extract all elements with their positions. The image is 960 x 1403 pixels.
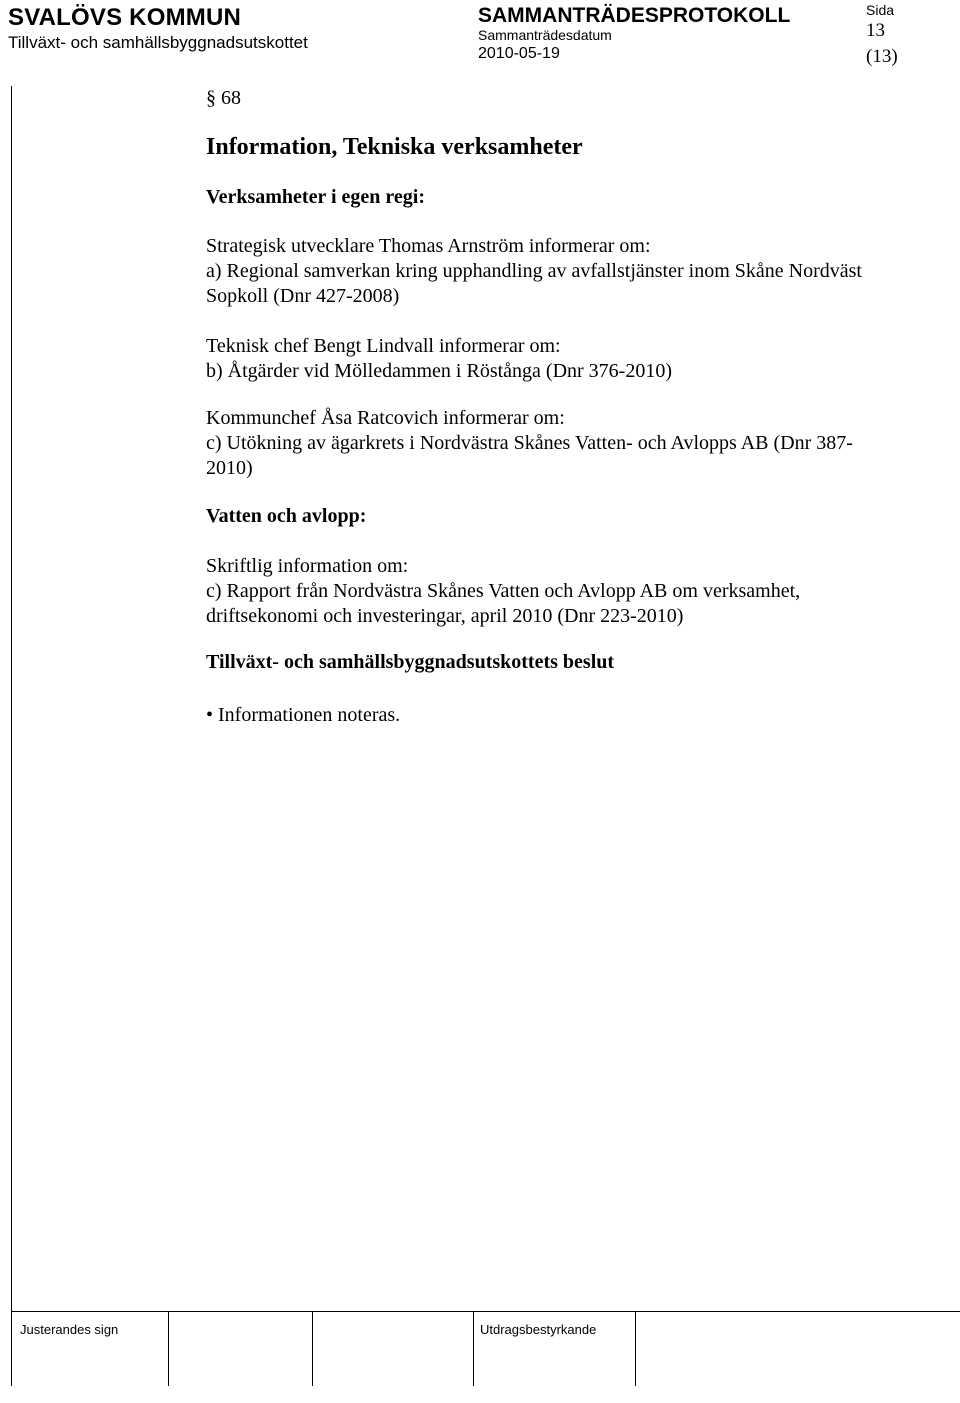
- footer-rule: [12, 1311, 960, 1312]
- footer-divider: [168, 1311, 169, 1386]
- page-label: Sida: [866, 2, 895, 18]
- section-title: Information, Tekniska verksamheter: [206, 134, 583, 160]
- decision-list-item: [206, 703, 400, 727]
- page-number: 13: [866, 20, 885, 41]
- footer-divider: [312, 1311, 313, 1386]
- footer-divider: [635, 1311, 636, 1386]
- paragraph-line: Sopkoll (Dnr 427-2008): [206, 285, 400, 307]
- org-name: SVALÖVS KOMMUN: [8, 4, 242, 31]
- extract-certification-label: Utdragsbestyrkande: [480, 1322, 597, 1337]
- margin-rule: [11, 86, 12, 1386]
- paragraph-line: Strategisk utvecklare Thomas Arnström informerar om:: [206, 235, 651, 257]
- date-label: Sammanträdesdatum: [478, 27, 612, 43]
- decision-heading: Tillväxt- och samhällsbyggnadsutskottets beslut: [206, 651, 615, 673]
- paragraph-line: Teknisk chef Bengt Lindvall informerar om:: [206, 335, 561, 357]
- page-total: (13): [866, 46, 898, 67]
- subheading-own-operations: Verksamheter i egen regi:: [206, 186, 426, 208]
- paragraph-line: Kommunchef Åsa Ratcovich informerar om:: [206, 407, 565, 429]
- paragraph-line: a) Regional samverkan kring upphandling av avfallstjänster inom Skåne Nordväst: [206, 260, 862, 282]
- paragraph-line: c) Rapport från Nordvästra Skånes Vatten och Avlopp AB om verksamhet,: [206, 580, 801, 602]
- justification-signature-label: Justerandes sign: [20, 1322, 119, 1337]
- paragraph-line: driftsekonomi och investeringar, april 2010 (Dnr 223-2010): [206, 605, 684, 627]
- document-type: SAMMANTRÄDESPROTOKOLL: [478, 4, 791, 27]
- paragraph-line: Skriftlig information om:: [206, 555, 409, 577]
- paragraph-line: 2010): [206, 457, 253, 479]
- subheading-water-sewage: Vatten och avlopp:: [206, 505, 367, 527]
- bullet-icon: •: [206, 704, 214, 726]
- section-number: § 68: [206, 87, 241, 109]
- decision-text: Informationen noteras.: [218, 704, 401, 726]
- footer-divider: [473, 1311, 474, 1386]
- paragraph-line: c) Utökning av ägarkrets i Nordvästra Skånes Vatten- och Avlopps AB (Dnr 387-: [206, 432, 853, 454]
- meeting-date: 2010-05-19: [478, 45, 560, 62]
- committee-name: Tillväxt- och samhällsbyggnadsutskottet: [8, 33, 308, 52]
- paragraph-line: b) Åtgärder vid Mölledammen i Röstånga (Dnr 376-2010): [206, 360, 673, 382]
